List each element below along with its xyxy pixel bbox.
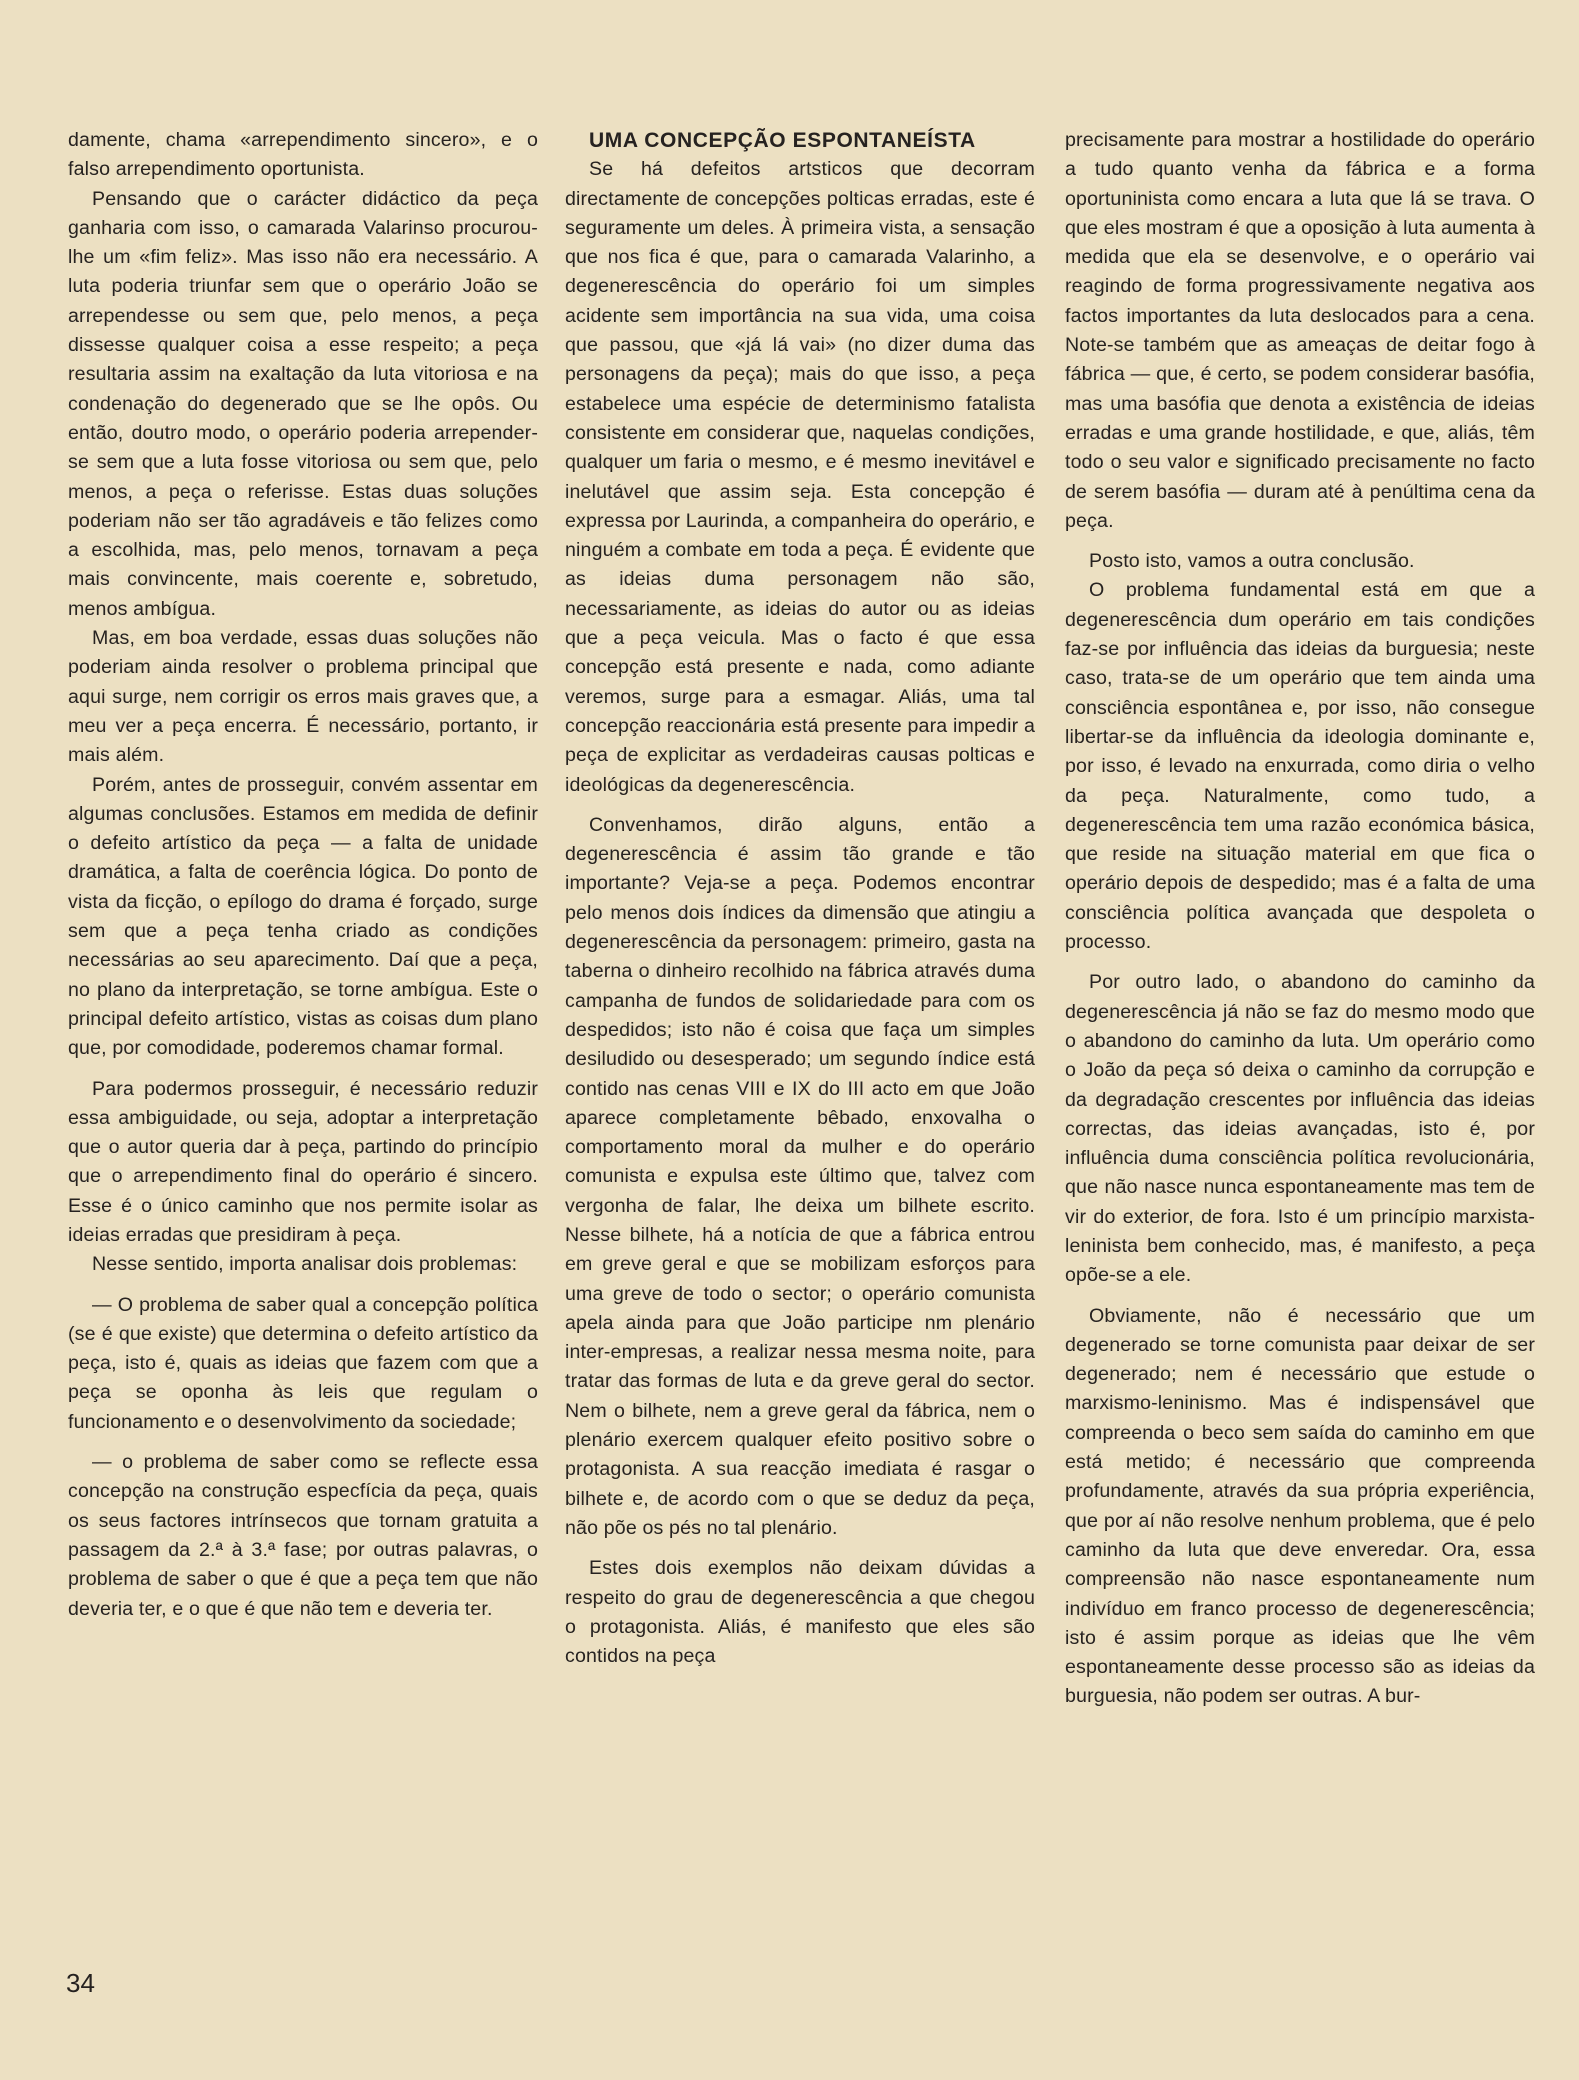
page-number: 34: [66, 1968, 95, 1998]
paragraph: Posto isto, vamos a outra conclusão.: [1089, 550, 1415, 573]
paragraph: Estes dois exemplos não deixam dúvidas a respeito do grau de degenerescência a que chegou o protagonista. Aliás, é manifesto que eles são contidos na peça: [565, 1557, 1035, 1668]
paragraph: precisamente para mostrar a hostilidade do operário a tudo quanto venha da fábrica e a forma oportuninista como encara a luta que lá se trava. O que eles mostram é que a oposição à luta aumenta à medida que ela se desenvolve, e o operário vai reagindo de forma progressivamente negativa aos factos importantes da luta deslocados para a cena. Note-se também que as ameaças de deitar fogo à fábrica — que, é certo, se podem considerar basófia, mas uma basófia que denota a existência de ideias erradas e uma grande hostilidade, e que, aliás, têm todo o seu valor e significado precisamente no facto de serem basófia — duram até à penúltima cena da peça.: [1065, 129, 1535, 532]
text-column-3: [1065, 126, 1535, 1712]
text-column-1: [68, 126, 538, 1624]
paragraph: Mas, em boa verdade, essas duas soluções não poderiam ainda resolver o problema principal que aqui surge, nem corrigir os erros mais graves que, a meu ver a peça encerra. É necessário, portanto, ir mais além.: [68, 627, 538, 767]
paragraph: Convenhamos, dirão alguns, então a degenerescência é assim tão grande e tão importante? Veja-se a peça. Podemos encontrar pelo menos dois índices da dimensão que atingiu a degenerescência da personagem: primeiro, gasta na taberna o dinheiro recolhido na fábrica através duma campanha de fundos de solidariedade para com os despedidos; isto não é coisa que faça um simples desiludido ou desesperado; um segundo índice está contido nas cenas VIII e IX do III acto em que João aparece completamente bêbado, enxovalha o comportamento moral da mulher e do operário comunista e expulsa este último que, talvez com vergonha de falar, lhe deixa um bilhete escrito. Nesse bilhete, há a notícia de que a fábrica entrou em greve geral e que se mobilizam esforços para uma greve de todo o sector; o operário comunista apela ainda para que João participe nm plenário inter-empresas, a realizar nessa mesma noite, para tratar das formas de luta e da greve geral do sector. Nem o bilhete, nem a greve geral da fábrica, nem o plenário exercem qualquer efeito positivo sobre o protagonista. A sua reacção imediata é rasgar o bilhete e, de acordo com o que se deduz da peça, não põe os pés no tal plenário.: [565, 813, 1035, 1539]
paragraph: Se há defeitos artsticos que decorram directamente de concepções polticas erradas, este é seguramente um deles. À primeira vista, a sensação que nos fica é que, para o camarada Valarinho, a degenerescência do operário foi um simples acidente sem importância na sua vida, uma coisa que passou, que «já lá vai» (no dizer duma das personagens da peça); mais do que isso, a peça estabelece uma espécie de determinismo fatalista consistente em considerar que, naquelas condições, qualquer um faria o mesmo, e é mesmo inevitável e inelutável que assim seja. Esta concepção é expressa por Laurinda, a companheira do operário, e ninguém a combate em toda a peça. É evidente que as ideias duma personagem não são, necessariamente, as ideias do autor ou as ideias que a peça veicula. Mas o facto é que essa concepção está presente e nada, como adiante veremos, surge para a esmagar. Aliás, uma tal concepção reaccionária está presente para impedir a peça de explicitar as verdadeiras causas polticas e ideológicas da degenerescência.: [565, 158, 1035, 796]
paragraph: Pensando que o carácter didáctico da peça ganharia com isso, o camarada Valarinso procurou-lhe um «fim feliz». Mas isso não era necessário. A luta poderia triunfar sem que o operário João se arrependesse ou sem que, pelo menos, a peça dissesse qualquer coisa a esse respeito; a peça resultaria assim na exaltação da luta vitoriosa e na condenação do degenerado que se lhe opôs. Ou então, doutro modo, o operário poderia arrepender-se sem que a luta fosse vitoriosa ou sem que, pelo menos, a peça o referisse. Estas duas soluções poderiam não ser tão agradáveis e tão felizes como a escolhida, mas, pelo menos, tornavam a peça mais convincente, mais coerente e, sobretudo, menos ambígua.: [68, 187, 538, 620]
paragraph: — O problema de saber qual a concepção política (se é que existe) que determina o defeito artístico da peça, isto é, quais as ideias que fazem com que a peça se oponha às leis que regulam o funcionamento e o desenvolvimento da sociedade;: [68, 1293, 538, 1433]
paragraph: Porém, antes de prosseguir, convém assentar em algumas conclusões. Estamos em medida de definir o defeito artístico da peça — a falta de unidade dramática, a falta de coerência lógica. Do ponto de vista da ficção, o epílogo do drama é forçado, surge sem que a peça tenha criado as condições necessárias ao seu aparecimento. Daí que a peça, no plano da interpretação, se torne ambígua. Este o principal defeito artístico, vistas as coisas dum plano que, por comodidade, poderemos chamar formal.: [68, 773, 538, 1060]
paragraph: Por outro lado, o abandono do caminho da degenerescência já não se faz do mesmo modo que o abandono do caminho da luta. Um operário como o João da peça só deixa o caminho da corrupção e da degradação crescentes por influência das ideias correctas, das ideias avançadas, isto é, por influência duma consciência política revolucionária, que não nasce nunca espontaneamente mas tem de vir do exterior, de fora. Isto é um princípio marxista-leninista bem conhecido, mas, é manifesto, a peça opõe-se a ele.: [1065, 971, 1535, 1287]
paragraph: damente, chama «arrependimento sincero», e o falso arrependimento oportunista.: [68, 129, 538, 181]
text-column-2: [565, 126, 1035, 1671]
paragraph: Nesse sentido, importa analisar dois problemas:: [92, 1253, 518, 1276]
paragraph: — o problema de saber como se reflecte essa concepção na construção especfícia da peça, quais os seus factores intrínsecos que tornam gratuita a passagem da 2.ª à 3.ª fase; por outras palavras, o problema de saber o que é que a peça tem que não deveria ter, e o que é que não tem e deveria ter.: [68, 1451, 538, 1620]
paragraph: Obviamente, não é necessário que um degenerado se torne comunista paar deixar de ser degenerado; nem é necessário que estude o marxismo-leninismo. Mas é indispensável que compreenda o beco sem saída do caminho em que está metido; é necessário que compreenda profundamente, através da sua própria experiência, que por aí não resolve nenhum problema, que é pelo caminho da luta que deve enveredar. Ora, essa compreensão não nasce espontaneamente num indivíduo em franco processo de degenerescência; isto é assim porque as ideias que lhe vêm espontaneamente desse processo são as ideias da burguesia, não podem ser outras. A bur-: [1065, 1304, 1535, 1708]
section-heading: UMA CONCEPÇÃO ESPONTANEÍSTA: [589, 129, 976, 152]
paragraph: Para podermos prosseguir, é necessário reduzir essa ambiguidade, ou seja, adoptar a interpretação que o autor queria dar à peça, partindo do princípio que o arrependimento final do operário é sincero. Esse é o único caminho que nos permite isolar as ideias erradas que presidiram à peça.: [68, 1077, 538, 1246]
paragraph: O problema fundamental está em que a degenerescência dum operário em tais condições faz-se por influência das ideias da burguesia; neste caso, trata-se de um operário que tem ainda uma consciência espontânea e, por isso, não consegue libertar-se da influência da ideologia dominante e, por isso, é levado na enxurrada, como diria o velho da peça. Naturalmente, como tudo, a degenerescência tem uma razão económica básica, que reside na situação material em que fica o operário depois de despedido; mas é a falta de uma consciência política avançada que despoleta o processo.: [1065, 579, 1535, 954]
